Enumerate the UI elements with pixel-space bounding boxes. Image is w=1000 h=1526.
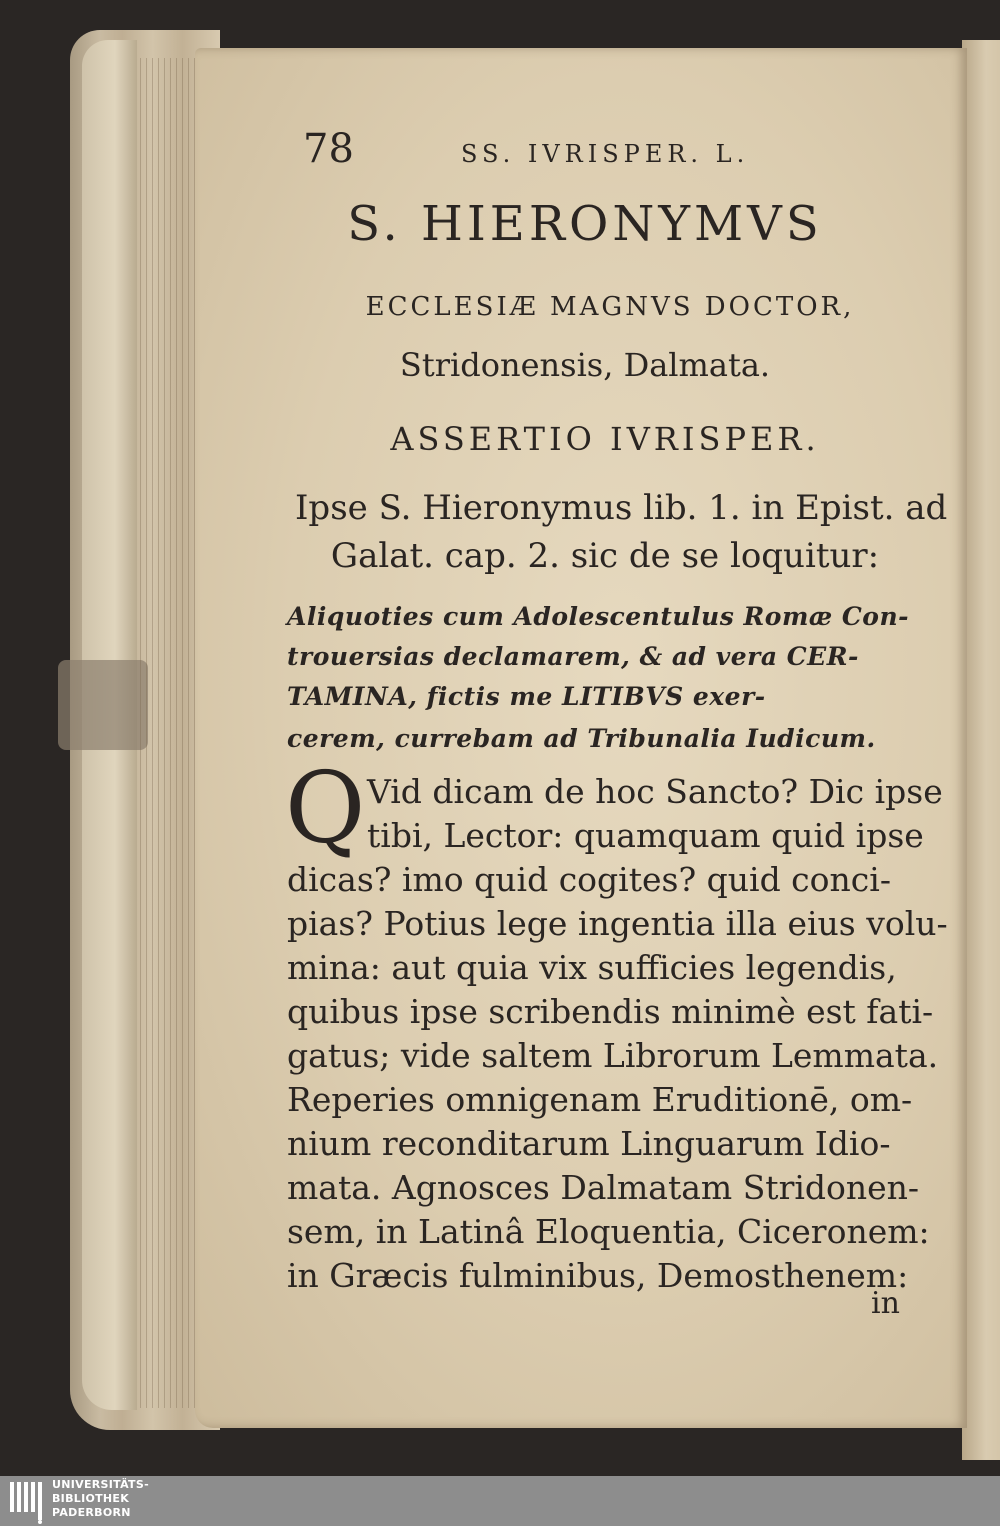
section-heading: ASSERTIO IVRISPER. (390, 420, 820, 458)
body-line: pias? Potius lege ingentia illa eius volu- (287, 904, 948, 943)
library-name-line: BIBLIOTHEK (52, 1492, 130, 1505)
library-name-line: UNIVERSITÄTS- (52, 1478, 149, 1491)
page-subtitle: ECCLESIÆ MAGNVS DOCTOR, (365, 292, 855, 322)
adjacent-page-edge (962, 40, 1000, 1460)
body-line: Vid dicam de hoc Sancto? Dic ipse (367, 772, 943, 811)
catchword: in (871, 1286, 900, 1321)
running-title: SS. IVRISPER. L. (461, 140, 750, 168)
body-line: gatus; vide saltem Librorum Lemmata. (287, 1036, 939, 1075)
quote-line: cerem, currebam ad Tribunalia Iudicum. (287, 724, 876, 753)
page-text (195, 48, 967, 1428)
body-line: mata. Agnosces Dalmatam Stridonen- (287, 1168, 920, 1207)
cover-band (58, 660, 148, 750)
body-line: mina: aut quia vix sufficies legendis, (287, 948, 897, 987)
quote-line: trouersias declamarem, & ad vera CER- (287, 642, 859, 671)
origin-line: Stridonensis, Dalmata. (399, 346, 771, 384)
body-line: tibi, Lector: quamquam quid ipse (367, 816, 924, 855)
drop-cap: Q (285, 752, 366, 866)
body-line: dicas? imo quid cogites? quid conci- (287, 860, 891, 899)
quote-line: TAMINA, fictis me LITIBVS exer- (287, 682, 766, 711)
library-footer (0, 1476, 1000, 1526)
library-name (52, 1478, 149, 1520)
library-name-line: PADERBORN (52, 1506, 131, 1519)
body-line: Reperies omnigenam Eruditionē, om- (287, 1080, 913, 1119)
intro-line: Galat. cap. 2. sic de se loquitur: (330, 536, 880, 576)
intro-line: Ipse S. Hieronymus lib. 1. in Epist. ad (295, 488, 948, 528)
quote-line: Aliquoties cum Adolescentulus Romæ Con- (287, 602, 910, 631)
library-logo-icon (6, 1478, 46, 1524)
body-line: in Græcis fulminibus, Demosthenem: (287, 1256, 909, 1295)
body-line: nium reconditarum Linguarum Idio- (287, 1124, 891, 1163)
page-title: S. HIERONYMVS (347, 196, 823, 252)
page-number: 78 (303, 126, 354, 172)
body-line: quibus ipse scribendis minimè est fati- (287, 992, 934, 1031)
body-line: sem, in Latinâ Eloquentia, Ciceronem: (287, 1212, 930, 1251)
book-page (195, 48, 967, 1428)
